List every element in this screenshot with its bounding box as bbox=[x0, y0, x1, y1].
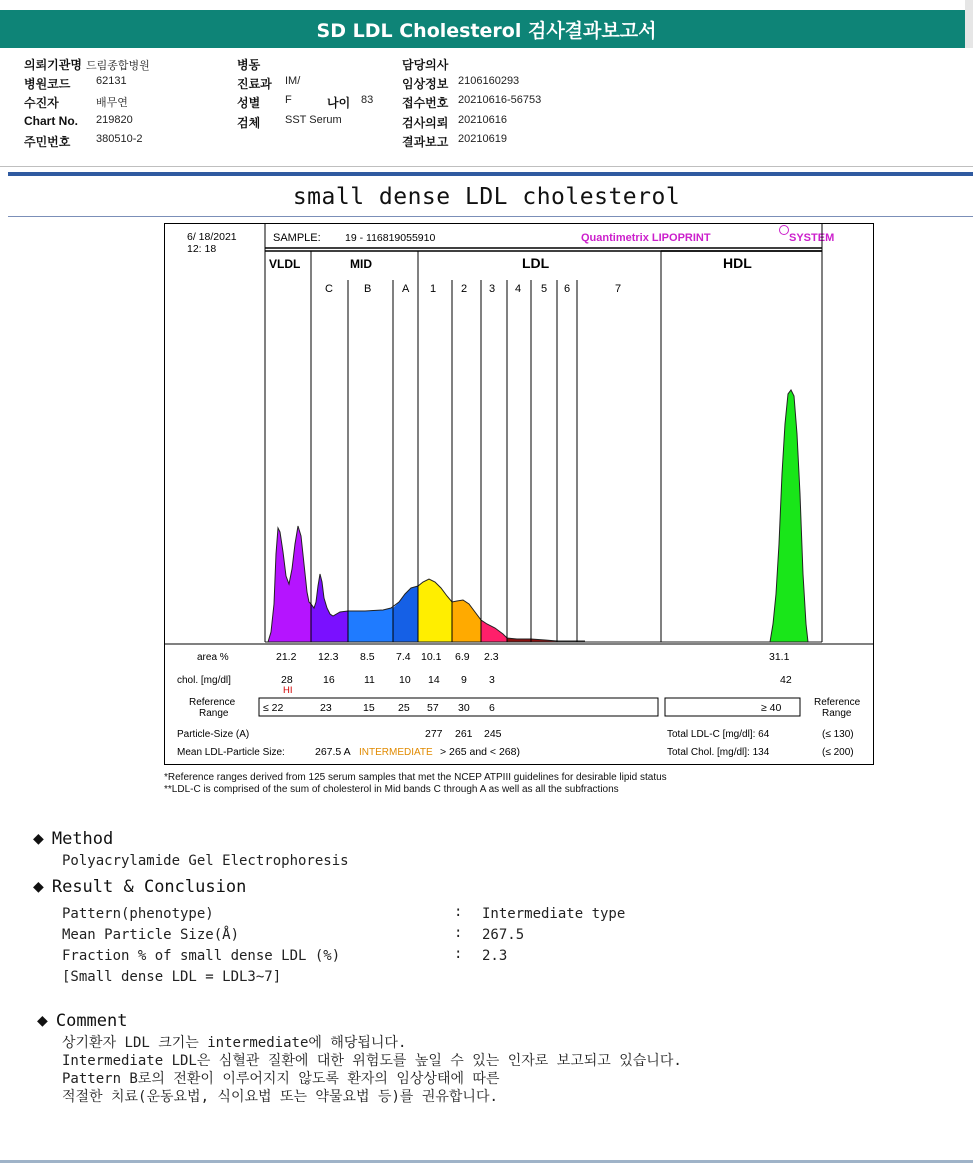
patient-field: 검체 SST Serum bbox=[237, 114, 342, 130]
area-value: 8.5 bbox=[360, 651, 375, 663]
total-chol-ref: (≤ 200) bbox=[822, 747, 854, 758]
comment-heading-text: Comment bbox=[55, 1011, 128, 1031]
result-value: Intermediate type bbox=[482, 906, 626, 922]
chol-value: 10 bbox=[399, 674, 411, 686]
sample-label: SAMPLE: bbox=[273, 232, 321, 244]
electropherogram bbox=[265, 390, 822, 642]
row-label-area: area % bbox=[197, 652, 229, 663]
row-label-ref2: Range bbox=[199, 708, 229, 719]
group-label-mid: MID bbox=[350, 257, 372, 271]
patient-info bbox=[0, 48, 973, 167]
patient-field: 검사의뢰 20210616 bbox=[402, 114, 507, 130]
area-value: 21.2 bbox=[276, 651, 297, 663]
chol-value: 16 bbox=[323, 674, 335, 686]
chol-value: 3 bbox=[489, 674, 495, 686]
hdl-ref-value: ≥ 40 bbox=[761, 702, 782, 714]
diamond-bullet-icon: ◆ bbox=[33, 828, 44, 849]
comment-line: 상기환자 LDL 크기는 intermediate에 해당됩니다. bbox=[62, 1035, 407, 1051]
patient-field: 결과보고 20210619 bbox=[402, 133, 507, 149]
area-value: 6.9 bbox=[455, 651, 470, 663]
row-label-chol: chol. [mg/dl] bbox=[177, 675, 231, 686]
patient-field: 접수번호 20210616-56753 bbox=[402, 94, 542, 110]
diamond-bullet-icon: ◆ bbox=[33, 876, 44, 897]
band-label-4: 4 bbox=[515, 283, 522, 295]
result-label: Pattern(phenotype) bbox=[62, 906, 214, 922]
method-heading bbox=[33, 828, 113, 849]
patient-field: 담당의사 bbox=[402, 58, 449, 72]
footnote: **LDL-C is comprised of the sum of cholesterol in Mid bands C through A as well as all the subfractions bbox=[164, 784, 619, 795]
lipoprint-chart bbox=[165, 224, 873, 764]
lipoprint-report bbox=[164, 223, 874, 765]
total-ldlc: Total LDL-C [mg/dl]: 64 bbox=[667, 729, 770, 740]
mean-value: 267.5 A bbox=[315, 746, 351, 758]
band-b-area bbox=[348, 608, 393, 642]
hdl-area-value: 31.1 bbox=[769, 651, 790, 663]
sample-id: 19 - 116819055910 bbox=[345, 232, 436, 244]
chol-value: 28 bbox=[281, 674, 293, 686]
result-label: Fraction % of small dense LDL (%) bbox=[62, 948, 341, 964]
patient-field: 주민번호 380510-2 bbox=[24, 133, 143, 149]
brand-name: Quantimetrix LIPOPRINT bbox=[581, 232, 711, 244]
result-heading-text: Result & Conclusion bbox=[51, 877, 247, 897]
ref-right-label2: Range bbox=[822, 708, 852, 719]
band-label-c: C bbox=[325, 283, 333, 295]
band-c-area bbox=[311, 574, 348, 642]
method-heading-text: Method bbox=[51, 829, 114, 849]
row-label-ref1: Reference bbox=[189, 697, 236, 708]
brand-suffix: SYSTEM bbox=[789, 232, 835, 244]
chol-value: 9 bbox=[461, 674, 467, 686]
band-label-b: B bbox=[364, 283, 372, 295]
chol-value: 14 bbox=[428, 674, 440, 686]
mean-range: > 265 and < 268) bbox=[440, 746, 520, 758]
result-label: Mean Particle Size(Å) bbox=[62, 927, 240, 943]
patient-field: 의뢰기관명 드림종합병원 bbox=[24, 58, 150, 72]
patient-field: 성별 F bbox=[237, 94, 292, 110]
ref-value: 25 bbox=[398, 702, 410, 714]
patient-field: 수진자 배무연 bbox=[24, 96, 128, 110]
band-3-area bbox=[481, 620, 507, 642]
band-label-6: 6 bbox=[564, 283, 571, 295]
report-banner bbox=[0, 10, 973, 48]
result-value: 267.5 bbox=[482, 927, 525, 943]
area-value: 7.4 bbox=[396, 651, 411, 663]
group-label-ldl: LDL bbox=[522, 255, 550, 271]
hdl-chol-value: 42 bbox=[780, 674, 792, 686]
report-title: small dense LDL cholesterol bbox=[292, 184, 681, 210]
result-value: 2.3 bbox=[482, 948, 508, 964]
area-value: 12.3 bbox=[318, 651, 339, 663]
comment-line: Pattern B로의 전환이 이루어지지 않도록 환자의 임상상태에 따른 bbox=[62, 1071, 500, 1087]
row-label-particle: Particle-Size (A) bbox=[177, 729, 250, 740]
band-label-2: 2 bbox=[461, 283, 468, 295]
total-ldlc-ref: (≤ 130) bbox=[822, 729, 854, 740]
section-divider bbox=[8, 172, 973, 176]
report-banner-title: SD LDL Cholesterol 검사결과보고서 bbox=[316, 19, 657, 42]
band-label-1: 1 bbox=[430, 283, 437, 295]
bottom-divider bbox=[0, 1160, 973, 1163]
band-label-5: 5 bbox=[541, 283, 548, 295]
particle-value: 277 bbox=[425, 728, 443, 740]
comment-line: Intermediate LDL은 심혈관 질환에 대한 위험도를 높일 수 있는 인자로 보고되고 있습니다. bbox=[62, 1053, 682, 1069]
area-value: 2.3 bbox=[484, 651, 499, 663]
hi-flag: HI bbox=[283, 685, 293, 696]
group-label-hdl: HDL bbox=[723, 255, 752, 271]
mean-type: INTERMEDIATE bbox=[359, 747, 433, 758]
report-time: 12: 18 bbox=[187, 243, 217, 255]
row-label-mean: Mean LDL-Particle Size: bbox=[177, 747, 285, 758]
data-table bbox=[177, 651, 861, 758]
band-dividers bbox=[265, 251, 822, 642]
band-label-a: A bbox=[402, 283, 410, 295]
ref-value: ≤ 22 bbox=[263, 702, 284, 714]
diamond-bullet-icon: ◆ bbox=[37, 1010, 48, 1031]
band-label-7: 7 bbox=[615, 283, 622, 295]
patient-field: Chart No. 219820 bbox=[24, 114, 133, 128]
group-label-vldl: VLDL bbox=[269, 257, 301, 271]
ref-value: 6 bbox=[489, 702, 495, 714]
area-value: 10.1 bbox=[421, 651, 442, 663]
method-text: Polyacrylamide Gel Electrophoresis bbox=[62, 853, 349, 869]
result-heading bbox=[33, 876, 246, 897]
comment-line: 적절한 치료(운동요법, 식이요법 또는 약물요법 등)를 권유합니다. bbox=[62, 1089, 498, 1105]
ref-value: 23 bbox=[320, 702, 332, 714]
band-a-area bbox=[393, 586, 418, 642]
title-underline bbox=[8, 216, 973, 217]
patient-field: 병동 bbox=[237, 58, 261, 72]
ref-value: 15 bbox=[363, 702, 375, 714]
particle-value: 245 bbox=[484, 728, 502, 740]
ref-value: 57 bbox=[427, 702, 439, 714]
registered-mark-icon bbox=[780, 226, 789, 235]
footnote: *Reference ranges derived from 125 serum samples that met the NCEP ATPIII guidelines for desirable lipid status bbox=[164, 772, 667, 783]
patient-field: 병원코드 62131 bbox=[24, 75, 127, 91]
patient-field: 진료과 IM/ bbox=[237, 75, 301, 91]
patient-field: 나이 83 bbox=[327, 94, 374, 110]
total-chol: Total Chol. [mg/dl]: 134 bbox=[667, 747, 770, 758]
band-1-area bbox=[418, 579, 452, 642]
result-sep: : bbox=[454, 946, 463, 962]
ref-right-label1: Reference bbox=[814, 697, 861, 708]
result-note: [Small dense LDL = LDL3~7] bbox=[62, 969, 282, 985]
patient-field: 임상정보 2106160293 bbox=[402, 75, 520, 91]
result-sep: : bbox=[454, 904, 463, 920]
report-date: 6/ 18/2021 bbox=[187, 231, 237, 243]
hdl-area bbox=[770, 390, 808, 642]
band-label-3: 3 bbox=[489, 283, 496, 295]
band-2-area bbox=[452, 600, 481, 642]
ref-value: 30 bbox=[458, 702, 470, 714]
scrollbar[interactable] bbox=[965, 0, 973, 48]
comment-heading bbox=[37, 1010, 128, 1031]
result-sep: : bbox=[454, 925, 463, 941]
particle-value: 261 bbox=[455, 728, 473, 740]
chol-value: 11 bbox=[364, 674, 375, 686]
